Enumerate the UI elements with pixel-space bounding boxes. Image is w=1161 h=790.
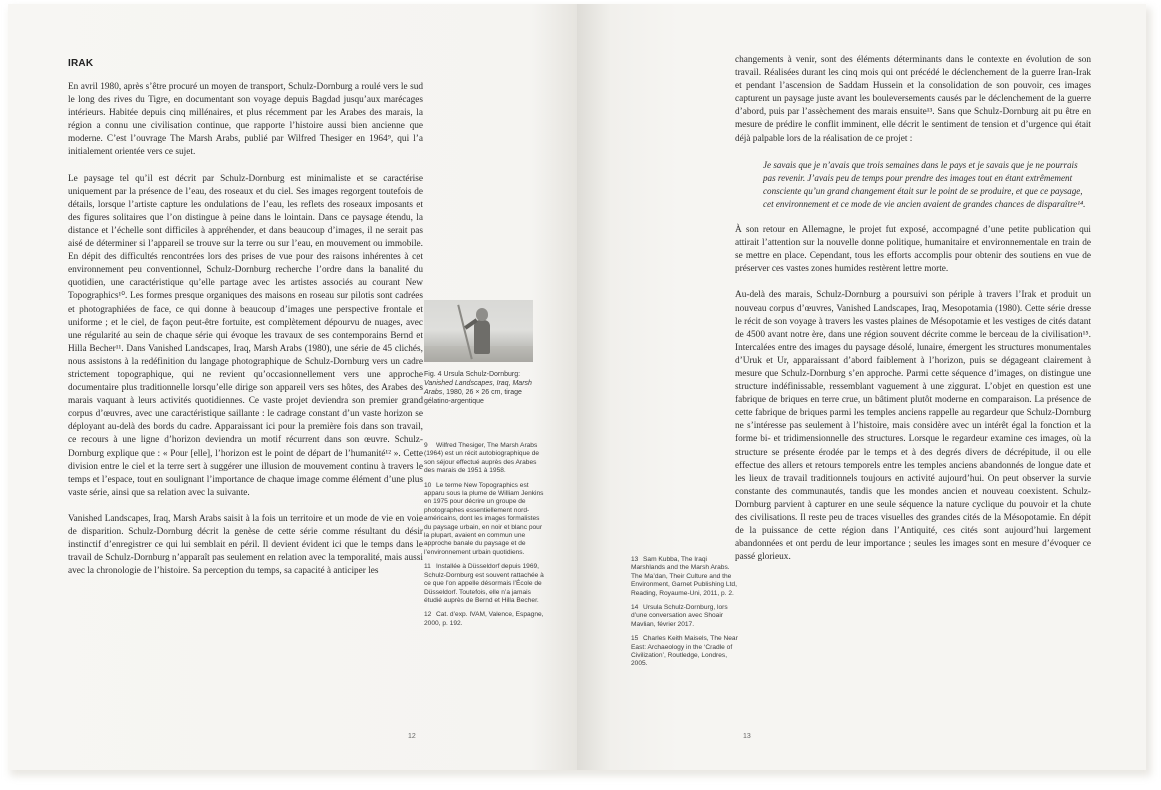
footnote: 11 Installée à Düsseldorf depuis 1969, Schulz-Dornburg est souvent rattachée à ce que l’on appelle désormais l’École de Düsseldorf. Toutefois, elle n’a jamais étudié auprès de Bernd et Hilla Becher. xyxy=(424,563,544,604)
footnote: 9 Wilfred Thesiger, The Marsh Arabs (1964) est un récit autobiographique de son séjour effectué auprès des Arabes des marais de 1951 à 1958. xyxy=(424,442,540,475)
paragraph: Vanished Landscapes, Iraq, Marsh Arabs saisit à la fois un territoire et un mode de vie en voie de disparition. Schulz-Dornburg décrit la genèse de cette série comme résultant du désir instinctif d’enregistrer ce qui lui semblait en péril. Il devient évident ici que le temps dans le travail de Schulz-Dornburg n’apparaît pas seulement en relation avec la temporalité, mais aussi avec la chronologie de l’histoire. Sa perception du temps, sa capacité à anticiper les xyxy=(68,513,423,577)
caption-details: , 1980, 26 × 26 cm, tirage gélatino-argentique xyxy=(424,389,522,405)
right-footnotes xyxy=(631,556,741,675)
paragraph: Au-delà des marais, Schulz-Dornburg a poursuivi son périple à travers l’Irak et produit un nouveau corpus d’œuvres, Vanished Landscapes, Iraq, Mesopotamia (1980). Cette série dresse le récit de son voyage à travers les vastes plaines de Mésopotamie et les vestiges de cités datant de 4500 avant notre ère, dans une région souvent décrite comme le berceau de la civilisation¹⁵. Intercalées entre des images du paysage désolé, lunaire, émergent les structures monumentales d’Uruk et Ur, apparaissant d’abord faiblement à l’horizon, puis se dégageant clairement à mesure que Schulz-Dornburg s’en approche. Parmi cette séquence d’images, on distingue une structure indéfinissable, ressemblant vaguement à une ziggurat. L’objet en question est une fabrique de briques en terre crue, un bâtiment plutôt moderne en comparaison. La présence de cette fabrique de briques parmi les temples anciens rappelle au regardeur que Schulz-Dornburg ne s’intéresse pas seulement à l’histoire, mais considère avec un intérêt égal la fonction et la forme bi- et tridimensionnelle des structures. Lorsque le regardeur examine ces images, où la structure se présente érodée par le temps et à des degrés divers de décrépitude, il ou elle effectue des allers et retours temporels entre les temples anciens abandonnés de longue date et les lieux de travail traditionnels toujours en activité aujourd’hui. On peut observer la survie constante des communautés, tandis que les mondes ancien et nouveau coexistent. Schulz-Dornburg parvient à capturer en une seule séquence la nature cyclique du pouvoir et la chute des civilisations. Il reste peu de traces visuelles des grandes cités de la Mésopotamie. En dépit de la puissance de cette région dans l’Antiquité, ces cités sont aujourd’hui largement abandonnées et ont perdu de leur importance ; seules les images sont en mesure d’évoquer ce passé glorieux. xyxy=(735,290,1091,563)
figure-caption xyxy=(424,370,536,406)
footnote: 13 Sam Kubba, The Iraqi Marshlands and the Marsh Arabs. The Ma’dan, Their Culture and the Environment, Garnet Publishing Ltd, Reading, Royaume-Uni, 2011, p. 2. xyxy=(631,556,737,597)
section-title: IRAK xyxy=(68,58,94,69)
left-body-text xyxy=(68,81,423,591)
right-page xyxy=(577,4,1146,770)
book-spread xyxy=(8,4,1146,770)
block-quote: Je savais que je n’avais que trois semaines dans le pays et je savais que je ne pourrais pas revenir. J’avais peu de temps pour prendre des images tout en étant extrêmement consciente qu’un grand changement était sur le point de se produire, et que ce paysage, cet environnement et ce mode de vie ancien avaient de grandes chances de disparaître¹⁴. xyxy=(763,159,1086,209)
left-page xyxy=(8,4,577,770)
footnote: 10 Le terme New Topographics est apparu sous la plume de William Jenkins en 1975 pour décrire un groupe de photographes essentiellement nord-américains, dont les images formalistes du paysage urbain, en noir et blanc pour la plupart, avaient en commun une approche banale du paysage et de l’environnement urbain quotidiens. xyxy=(424,481,544,556)
paragraph: changements à venir, sont des éléments déterminants dans le contexte en évolution de son travail. Réalisées durant les cinq mois qui ont précédé le déclenchement de la guerre Iran-Irak et pendant l’ascension de Saddam Hussein et la consolidation de son pouvoir, ces images capturent un paysage juste avant les bouleversements causés par le déclenchement de la guerre d’abord, puis par l’assèchement des marais ensuite¹³. Sans que Schulz-Dornburg ait pu être en mesure de prédire le conflit imminent, elle décrit le sentiment de tension et d’urgence qui était déjà palpable lors de la réalisation de ce projet : xyxy=(735,55,1091,144)
paragraph: À son retour en Allemagne, le projet fut exposé, accompagné d’une petite publication qui attirait l’attention sur la nouvelle donne politique, humanitaire et environnementale en train de se mettre en place. Cependant, tous les efforts accomplis pour obtenir des soutiens en vue de préserver ces vastes zones humides restèrent lettre morte. xyxy=(735,225,1091,275)
paragraph: Le paysage tel qu’il est décrit par Schulz-Dornburg est minimaliste et se caractérise uniquement par la présence de l’eau, des roseaux et du ciel. Ses images regorgent toutefois de détails, lorsque l’artiste capture les ondulations de l’eau, les reflets des roseaux imposants et des figures solitaires que l’on distingue à peine dans le lointain. Dans ce paysage étendu, la distance et l’échelle sont difficiles à appréhender, et dans beaucoup d’images, il ne serait pas aisé de déterminer si l’appareil se trouve sur la terre ou sur l’eau, en mouvement ou immobile. En dépit des difficultés rencontrées lors des prises de vue pour des raisons inhérentes à cet environnement peu conventionnel, Schulz-Dornburg recherche l’ordre dans la banalité du quotidien, une caractéristique qu’elle partage avec les artistes associés au courant New Topographics¹⁰. Les formes presque organiques des maisons en roseau sur pilotis sont cadrées et photographiées de face, ce qui donne à beaucoup d’images une perspective frontale et uniforme ; et le ciel, de façon peut-être fortuite, est complètement dépourvu de nuages, avec une régularité au sein de chaque série qui évoque les travaux de ses contemporains Bernd et Hilla Becher¹¹. Dans Vanished Landscapes, Iraq, Marsh Arabs (1980), une série de 45 clichés, nous assistons à la redéfinition du langage photographique de Schulz-Dornburg vers un cadre strictement topographique, qui ne revient qu’occasionnellement vers une approche documentaire plus traditionnelle lorsqu’elle dirige son appareil vers ses hôtes, des Arabes des marais vaquant à leurs activités quotidiennes. Ce vaste projet deviendra son premier grand corpus d’œuvres, avec une caractéristique saillante : le cadrage constant d’un vaste horizon se déployant au-delà des bords du cadre. Apparaissant ici pour la première fois dans son travail, ce recours à une ligne d’horizon deviendra un motif récurrent dans son œuvre. Schulz-Dornburg explique que : « Pour [elle], l’horizon est le point de départ de l’humanité¹² ». Cette division entre le ciel et la terre sert à suggérer une illusion de mouvement continu à travers le temps et l’espace, tout en soulignant l’importance de chaque image comme élément d’une plus vaste série, ainsi que sa relation avec la suivante. xyxy=(68,173,423,498)
figure-photo xyxy=(424,300,533,362)
footnote: 14 Ursula Schulz-Dornburg, lors d’une conversation avec Shoair Mavlian, février 2017. xyxy=(631,604,728,628)
footnote: 12 Cat. d’exp. IVAM, Valence, Espagne, 2000, p. 192. xyxy=(424,611,544,627)
page-number: 12 xyxy=(408,733,416,740)
caption-title: Vanished Landscapes, Iraq, Marsh Arabs xyxy=(424,380,532,396)
caption-number: Fig. 4 Ursula Schulz-Dornburg: xyxy=(424,371,521,378)
right-body-text xyxy=(735,54,1091,577)
left-footnotes xyxy=(424,442,544,634)
paragraph: En avril 1980, après s’être procuré un moyen de transport, Schulz-Dornburg a roulé vers le sud le long des rives du Tigre, en documentant son voyage depuis Bagdad jusqu’aux marécages intérieurs. Habitée depuis cinq millénaires, et plus récemment par les Arabes des marais, la région a connu une civilisation continue, que rapporte l’histoire aussi bien ancienne que moderne. C’est l’ouvrage The Marsh Arabs, publié par Wilfred Thesiger en 1964⁹, qui l’a initialement orientée vers ce sujet. xyxy=(68,82,423,158)
page-number: 13 xyxy=(743,733,751,740)
footnote: 15 Charles Keith Maisels, The Near East: Archaeology in the ‘Cradle of Civilization’, Routledge, Londres, 2005. xyxy=(631,635,738,668)
